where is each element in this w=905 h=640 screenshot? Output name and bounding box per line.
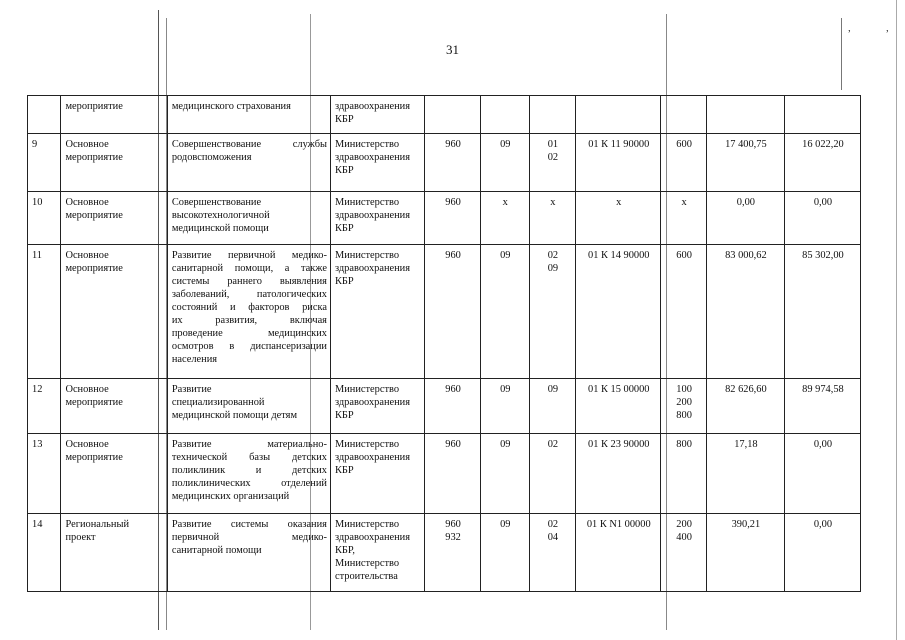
cell-text-line: 01 К 15 00000 (588, 384, 650, 395)
cell-text-line: здравоохранения (334, 210, 411, 221)
cell-text-line: Основное (65, 197, 109, 208)
cell-text-line: здравоохранения (334, 397, 411, 408)
cell-text-line: КБР (334, 223, 354, 234)
cell-text-line: КБР, (334, 545, 355, 556)
cell-text-line: 200 (676, 519, 692, 530)
cell-text-line: 100 (676, 384, 692, 395)
executor-cell (330, 245, 424, 379)
cell-text-line: заболеваний, патологических (171, 289, 327, 300)
section-code-cell (480, 379, 529, 434)
cell-text-line: мероприятие (65, 210, 123, 221)
row-number-cell (28, 379, 61, 434)
cell-text-line: 09 (500, 439, 511, 450)
cell-text-line: Основное (65, 250, 109, 261)
amount-year1-cell (706, 192, 784, 245)
cell-text: 14 (32, 519, 43, 530)
cell-text: 390,21 (731, 519, 761, 530)
measure-type-cell (61, 514, 167, 592)
executor-cell (330, 192, 424, 245)
cell-text-line: здравоохранения (334, 152, 411, 163)
subsection-code-cell (529, 96, 576, 134)
cell-text-line: осмотров в диспансеризации (171, 341, 327, 352)
cell-text-line: КБР (334, 276, 354, 287)
cell-text-line: 01 К 14 90000 (588, 250, 650, 261)
target-item-code-cell (576, 134, 661, 192)
cell-text-line: Совершенствование (171, 197, 262, 208)
amount-year2-cell (784, 434, 860, 514)
measure-type-cell (61, 379, 167, 434)
cell-text-line: 200 (676, 397, 692, 408)
cell-text-line: х (502, 197, 508, 208)
expense-type-code-cell (661, 134, 707, 192)
row-number-cell (28, 96, 61, 134)
row-number-cell (28, 514, 61, 592)
amount-year1-cell (706, 245, 784, 379)
cell-text-line: Министерство (334, 197, 400, 208)
cell-text: 10 (32, 197, 43, 208)
grbs-code-cell (425, 434, 481, 514)
cell-text-line: Развитие материально- (171, 439, 327, 450)
cell-text-line: медицинской помощи детям (171, 410, 298, 421)
cell-text-line: 02 (547, 439, 559, 450)
subsection-code-cell (529, 245, 576, 379)
measure-type-cell (61, 96, 167, 134)
section-code-cell (480, 134, 529, 192)
grbs-code-cell (425, 134, 481, 192)
measure-type-cell (61, 192, 167, 245)
amount-year2-cell (784, 245, 860, 379)
cell-text-line: 01 К N1 00000 (586, 519, 651, 530)
measure-name-cell (167, 379, 330, 434)
cell-text-line: специализированной (171, 397, 265, 408)
cell-text-line: 09 (500, 250, 511, 261)
cell-text-line: 800 (676, 410, 692, 421)
target-item-code-cell (576, 379, 661, 434)
cell-text: 85 302,00 (802, 250, 844, 261)
cell-text-line: Совершенствование службы (171, 139, 327, 150)
cell-text-line: 09 (500, 519, 511, 530)
table-row (28, 134, 861, 192)
grbs-code-cell (425, 514, 481, 592)
cell-text-line: мероприятие (65, 452, 123, 463)
cell-text-line: населения (171, 354, 218, 365)
cell-text-line: 09 (547, 384, 559, 395)
amount-year2-cell (784, 96, 860, 134)
cell-text: 13 (32, 439, 43, 450)
cell-text-line: 960 (445, 250, 461, 261)
cell-text-line: высокотехнологичной (171, 210, 270, 221)
measure-name-cell (167, 514, 330, 592)
table-row (28, 96, 861, 134)
measure-name-cell (167, 192, 330, 245)
cell-text-line: 800 (676, 439, 692, 450)
cell-text-line: х (616, 197, 622, 208)
cell-text-line: здравоохранения (334, 452, 411, 463)
cell-text-line: х (681, 197, 687, 208)
grbs-code-cell (425, 96, 481, 134)
cell-text: 12 (32, 384, 43, 395)
cell-text-line: технической базы детских (171, 452, 327, 463)
cell-text: 11 (32, 250, 43, 261)
cell-text: 17 400,75 (725, 139, 767, 150)
row-number-cell (28, 245, 61, 379)
cell-text-line: родовспоможения (171, 152, 252, 163)
cell-text-line: Министерство (334, 439, 400, 450)
cell-text-line: 960 (445, 519, 461, 530)
executor-cell (330, 379, 424, 434)
cell-text-line: 02 (547, 250, 559, 261)
table-row (28, 379, 861, 434)
expense-type-code-cell (661, 434, 707, 514)
expense-type-code-cell (661, 514, 707, 592)
cell-text-line: санитарной помощи (171, 545, 262, 556)
table-row (28, 514, 861, 592)
expense-type-code-cell (661, 96, 707, 134)
row-number-cell (28, 134, 61, 192)
cell-text-line: проект (65, 532, 96, 543)
cell-text-line: первичной медико- (171, 532, 327, 543)
cell-text-line: 09 (500, 384, 511, 395)
cell-text-line: КБР (334, 410, 354, 421)
page-number: 31 (446, 42, 459, 57)
cell-text-line: Основное (65, 439, 109, 450)
cell-text-line: здравоохранения (334, 263, 411, 274)
cell-text-line: мероприятие (65, 152, 123, 163)
amount-year1-cell (706, 434, 784, 514)
cell-text-line: мероприятие (65, 263, 123, 274)
expense-type-code-cell (661, 192, 707, 245)
measure-name-cell (167, 134, 330, 192)
expense-type-code-cell (661, 379, 707, 434)
subsection-code-cell (529, 192, 576, 245)
scan-artifact-line (896, 0, 897, 640)
row-number-cell (28, 192, 61, 245)
cell-text: 0,00 (813, 197, 833, 208)
section-code-cell (480, 96, 529, 134)
cell-text-line: КБР (334, 114, 354, 125)
cell-text-line: медицинской помощи (171, 223, 269, 234)
amount-year1-cell (706, 379, 784, 434)
executor-cell (330, 514, 424, 592)
amount-year1-cell (706, 134, 784, 192)
scan-artifact-line (841, 18, 842, 90)
cell-text: 0,00 (736, 197, 755, 208)
cell-text-line: их развития, включая (171, 315, 327, 326)
section-code-cell (480, 192, 529, 245)
cell-text-line: Министерство (334, 558, 400, 569)
cell-text-line: Развитие (171, 384, 212, 395)
cell-text: 0,00 (813, 439, 833, 450)
grbs-code-cell (425, 192, 481, 245)
measure-name-cell (167, 245, 330, 379)
cell-text: 0,00 (813, 519, 833, 530)
cell-text: 9 (32, 139, 38, 150)
section-code-cell (480, 514, 529, 592)
executor-cell (330, 434, 424, 514)
cell-text-line: 960 (445, 197, 461, 208)
subsection-code-cell (529, 434, 576, 514)
amount-year1-cell (706, 514, 784, 592)
subsection-code-cell (529, 379, 576, 434)
target-item-code-cell (576, 96, 661, 134)
measure-name-cell (167, 96, 330, 134)
cell-text-line: 960 (445, 139, 461, 150)
cell-text-line: Министерство (334, 250, 400, 261)
cell-text-line: 09 (547, 263, 559, 274)
cell-text-line: КБР (334, 165, 354, 176)
cell-text-line: состояний и факторов риска (171, 302, 327, 313)
cell-text-line: проведение медицинских (171, 328, 327, 339)
expense-type-code-cell (661, 245, 707, 379)
cell-text-line: КБР (334, 465, 354, 476)
cell-text-line: Министерство (334, 384, 400, 395)
target-item-code-cell (576, 245, 661, 379)
program-measures-table (27, 95, 861, 592)
cell-text-line: Основное (65, 139, 109, 150)
cell-text-line: мероприятие (65, 397, 123, 408)
table-row (28, 245, 861, 379)
cell-text-line: 09 (500, 139, 511, 150)
cell-text-line: медицинских организаций (171, 491, 290, 502)
amount-year2-cell (784, 192, 860, 245)
cell-text: 16 022,20 (802, 139, 844, 150)
scan-speck: , (886, 22, 889, 34)
target-item-code-cell (576, 192, 661, 245)
cell-text-line: 01 (547, 139, 559, 150)
cell-text-line: Развитие системы оказания (171, 519, 327, 530)
cell-text-line: системы раннего выявления (171, 276, 327, 287)
subsection-code-cell (529, 134, 576, 192)
cell-text-line: х (550, 197, 556, 208)
amount-year2-cell (784, 514, 860, 592)
cell-text-line: 960 (445, 439, 461, 450)
cell-text-line: 932 (445, 532, 461, 543)
cell-text-line: Министерство (334, 139, 400, 150)
table-row (28, 434, 861, 514)
cell-text-line: Основное (65, 384, 109, 395)
cell-text-line: здравоохранения (334, 101, 411, 112)
cell-text-line: 02 (547, 519, 559, 530)
cell-text-line: поликлинических отделений (171, 478, 327, 489)
cell-text-line: 01 К 23 90000 (588, 439, 650, 450)
executor-cell (330, 134, 424, 192)
measure-type-cell (61, 434, 167, 514)
target-item-code-cell (576, 434, 661, 514)
cell-text-line: здравоохранения (334, 532, 411, 543)
cell-text-line: Региональный (65, 519, 129, 530)
cell-text: 17,18 (734, 439, 758, 450)
row-number-cell (28, 434, 61, 514)
cell-text-line: санитарной помощи, а также (171, 263, 327, 274)
cell-text-line: 600 (676, 250, 692, 261)
grbs-code-cell (425, 245, 481, 379)
cell-text-line: 02 (547, 152, 559, 163)
cell-text-line: 400 (676, 532, 692, 543)
table-row (28, 192, 861, 245)
cell-text-line: Министерство (334, 519, 400, 530)
cell-text-line: поликлиник и детских (171, 465, 327, 476)
amount-year2-cell (784, 379, 860, 434)
footer-smudge (420, 632, 570, 638)
cell-text-line: 600 (676, 139, 692, 150)
cell-text-line: 04 (547, 532, 559, 543)
measure-type-cell (61, 134, 167, 192)
amount-year1-cell (706, 96, 784, 134)
amount-year2-cell (784, 134, 860, 192)
cell-text-line: 960 (445, 384, 461, 395)
measure-name-cell (167, 434, 330, 514)
target-item-code-cell (576, 514, 661, 592)
cell-text-line: мероприятие (65, 101, 123, 112)
scan-speck: , (848, 22, 851, 34)
measure-type-cell (61, 245, 167, 379)
cell-text: 83 000,62 (725, 250, 767, 261)
cell-text-line: строительства (334, 571, 398, 582)
cell-text-line: медицинского страхования (171, 101, 291, 112)
subsection-code-cell (529, 514, 576, 592)
section-code-cell (480, 434, 529, 514)
cell-text-line: 01 К 11 90000 (588, 139, 650, 150)
grbs-code-cell (425, 379, 481, 434)
cell-text: 89 974,58 (802, 384, 844, 395)
executor-cell (330, 96, 424, 134)
section-code-cell (480, 245, 529, 379)
cell-text: 82 626,60 (725, 384, 767, 395)
cell-text-line: Развитие первичной медико- (171, 250, 327, 261)
